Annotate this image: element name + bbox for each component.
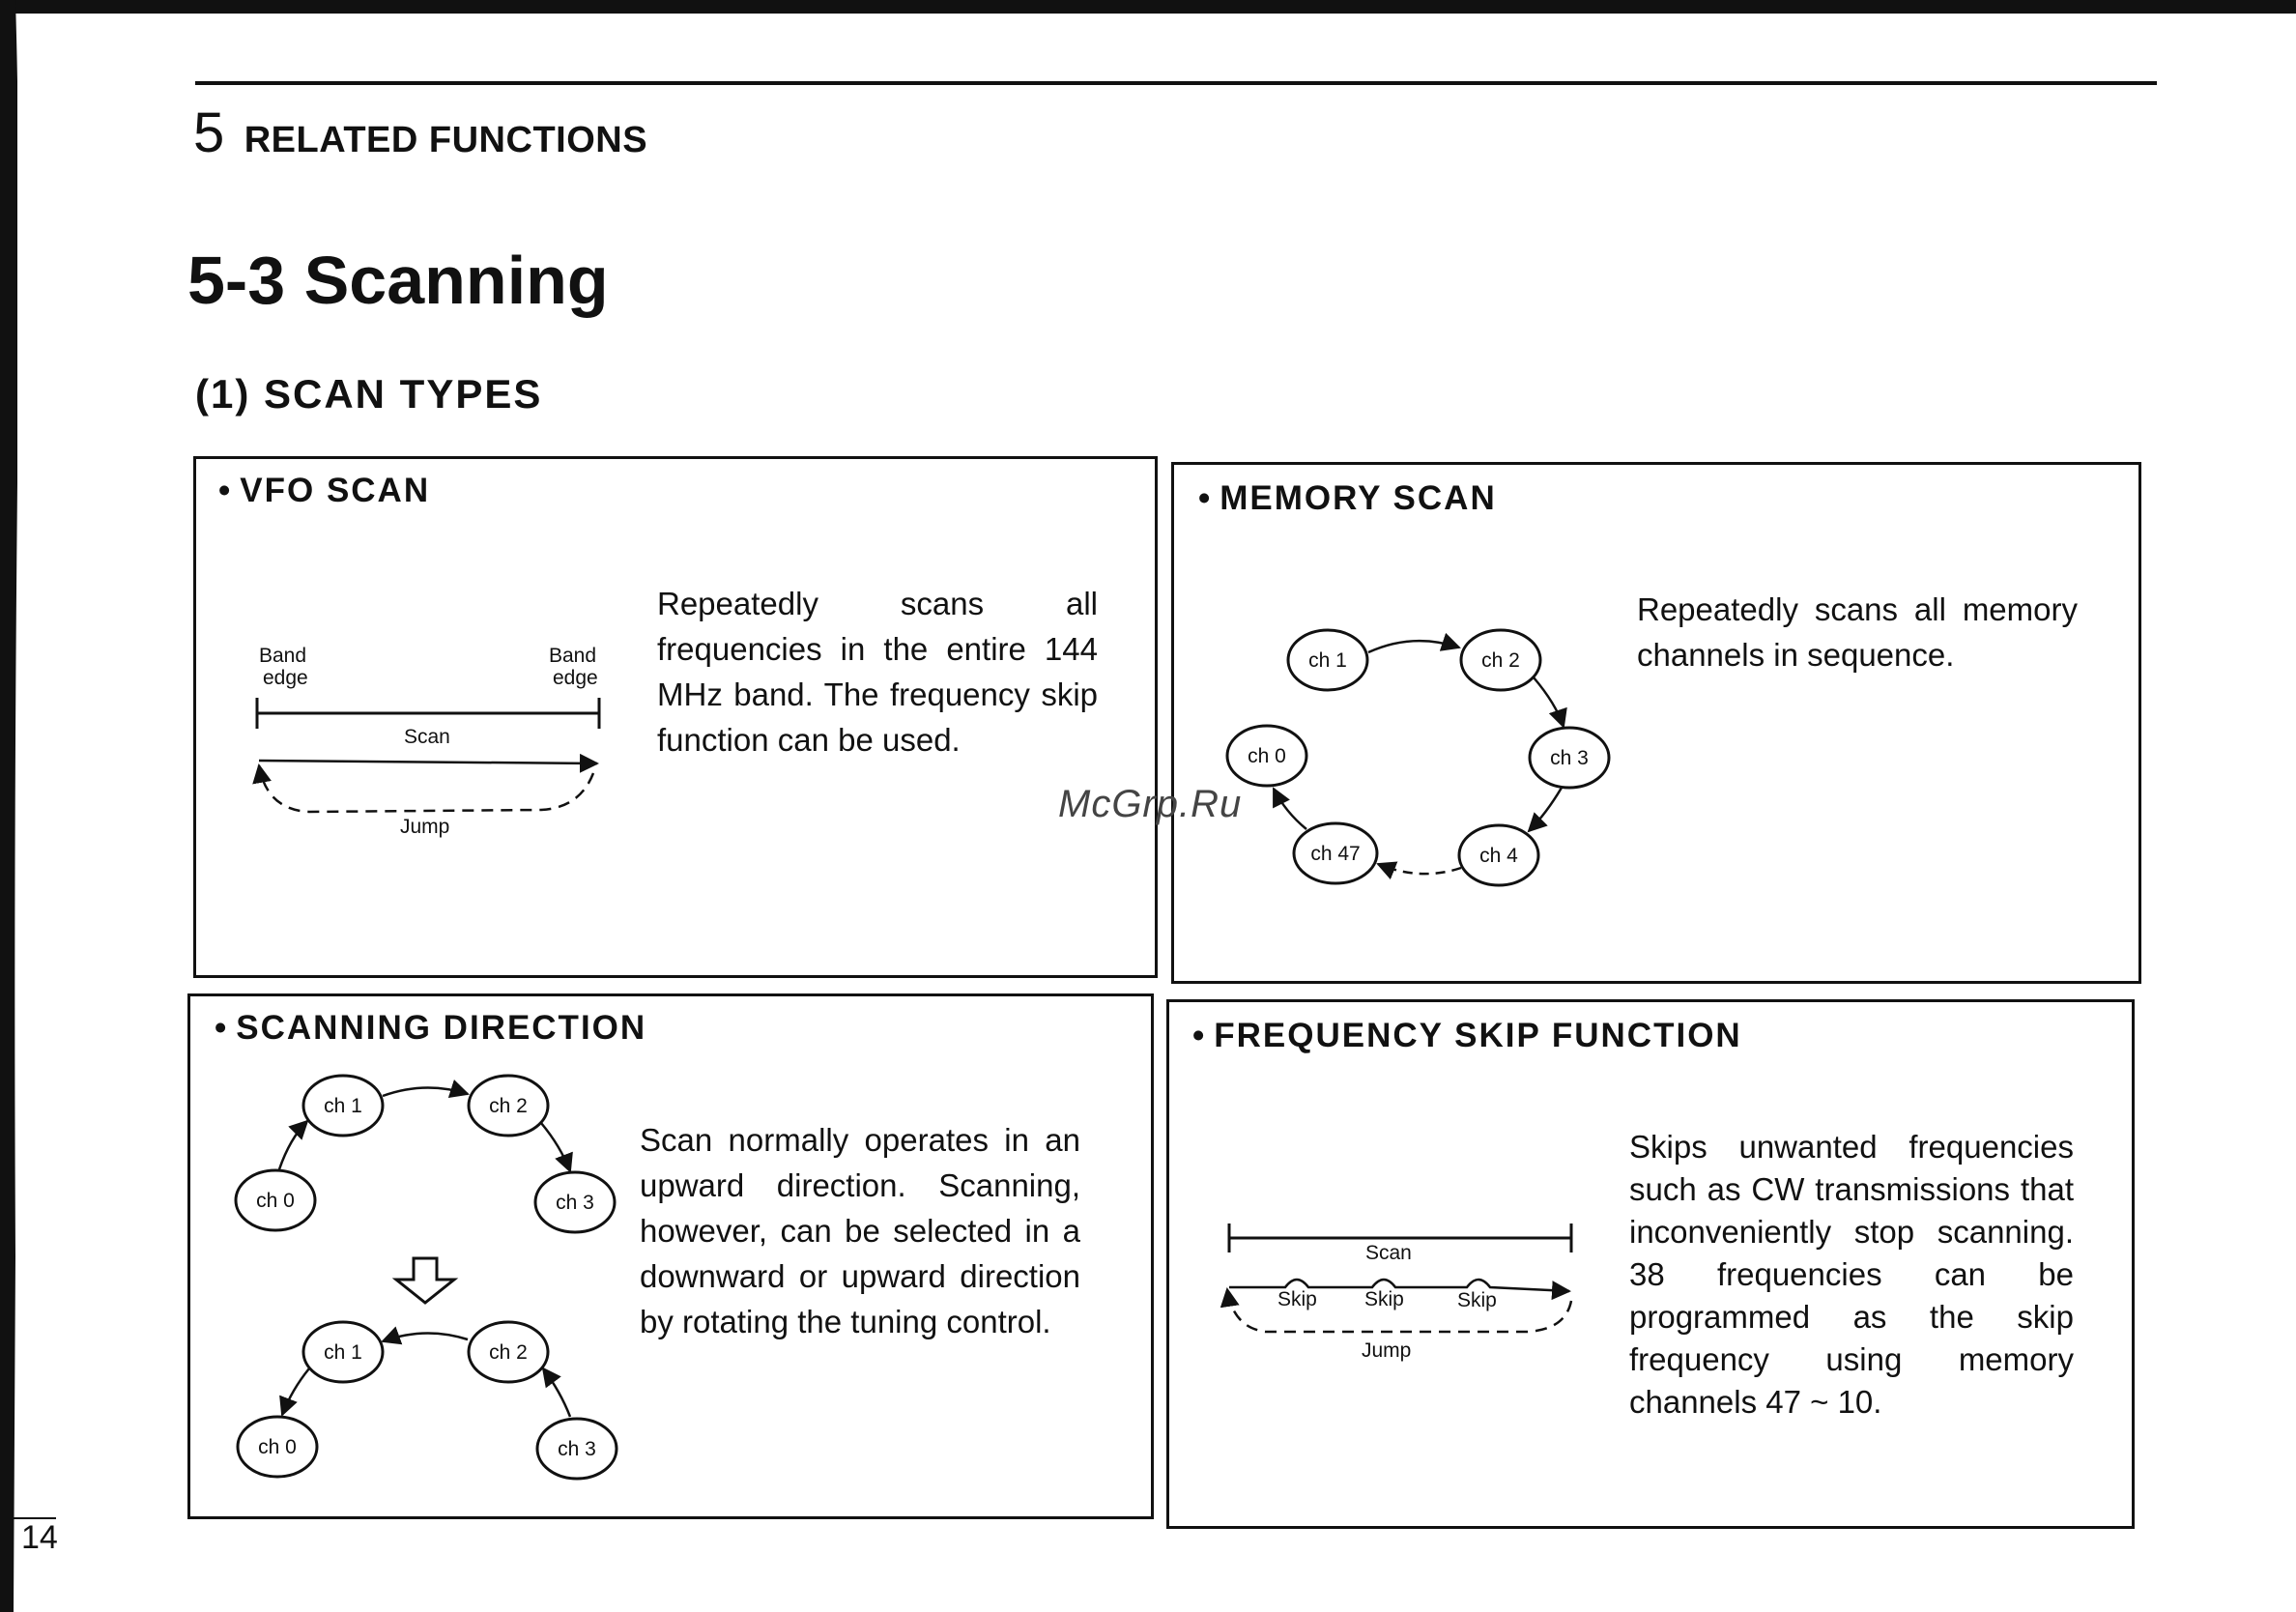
channel-label: ch 0 (258, 1436, 297, 1458)
vfo-scan-title-text: VFO SCAN (240, 472, 431, 509)
channel-label: ch 2 (489, 1341, 528, 1364)
frequency-skip-diagram (1227, 1223, 1571, 1362)
scan-label: Scan (1365, 1242, 1412, 1264)
channel-label: ch 2 (489, 1095, 528, 1117)
scan-arrow (1529, 788, 1562, 831)
vfo-scan-diagram (257, 645, 599, 838)
channel-label: ch 3 (558, 1438, 596, 1460)
scan-arrow (282, 1368, 309, 1415)
bullet: • (1192, 1017, 1207, 1054)
jump-label: Jump (1362, 1339, 1412, 1362)
page-number: 14 (21, 1519, 58, 1556)
channel-label: ch 3 (1550, 747, 1589, 769)
scan-arrow (1368, 641, 1459, 652)
down-arrow-icon (396, 1258, 454, 1303)
vfo-scan-description: Repeatedly scans all frequencies in the entire 144 MHz band. The frequency skip function can be used. (657, 586, 1098, 758)
scan-arrow (543, 1368, 570, 1417)
memory-scan-title-text: MEMORY SCAN (1220, 479, 1497, 517)
channel-label: ch 1 (324, 1095, 362, 1117)
band-edge-left-label: Band (259, 645, 307, 667)
scan-arrow (259, 761, 597, 763)
band-edge-left-label: edge (263, 667, 308, 689)
scanning-direction-title-text: SCANNING DIRECTION (236, 1009, 647, 1047)
skip-label: Skip (1277, 1288, 1317, 1310)
bullet: • (1198, 479, 1213, 517)
memory-scan-diagram (1227, 630, 1609, 885)
chapter-number: 5 (193, 101, 225, 164)
channel-label: ch 1 (1308, 649, 1347, 672)
scan-label: Scan (404, 726, 450, 748)
skip-label: Skip (1364, 1288, 1404, 1310)
scan-arrow (383, 1087, 468, 1096)
bullet: • (218, 472, 233, 509)
channel-label: ch 47 (1310, 843, 1361, 865)
band-edge-right-label: Band (549, 645, 597, 667)
channel-label: ch 0 (256, 1190, 295, 1212)
subsection-title: (1) SCAN TYPES (195, 371, 543, 417)
channel-label: ch 2 (1481, 649, 1520, 672)
watermark: McGrp.Ru (1058, 783, 1243, 825)
channel-label: ch 3 (556, 1192, 594, 1214)
scan-arrow (383, 1333, 468, 1341)
jump-label: Jump (400, 816, 450, 838)
scan-arrow (1534, 677, 1564, 727)
jump-arrow (259, 765, 593, 812)
frequency-skip-description: Skips unwanted frequencies such as CW transmissions that inconveniently stop scanning. 38 frequencies can be programmed as the skip frequency using memory channels 47 ~ 10. (1629, 1129, 2074, 1420)
section-title: 5-3 Scanning (187, 243, 609, 318)
scan-arrow (279, 1121, 307, 1169)
scanning-direction-description: Scan normally operates in an upward direction. Scanning, however, can be selected in a downward or upward direction by rotating the tuning control. (640, 1122, 1080, 1339)
chapter-title: RELATED FUNCTIONS (244, 120, 648, 160)
channel-label: ch 0 (1248, 745, 1286, 767)
band-edge-right-label: edge (553, 667, 598, 689)
jump-arrow (1378, 864, 1461, 874)
scan-arrow (1274, 789, 1306, 829)
scan-direction-up-diagram (236, 1076, 615, 1232)
scan-arrow (541, 1123, 570, 1171)
frequency-skip-title-text: FREQUENCY SKIP FUNCTION (1214, 1017, 1742, 1054)
scan-direction-down-diagram (238, 1322, 617, 1479)
skip-label: Skip (1457, 1289, 1497, 1311)
memory-scan-description: Repeatedly scans all memory channels in sequence. (1637, 591, 2078, 673)
channel-label: ch 4 (1479, 845, 1518, 867)
channel-label: ch 1 (324, 1341, 362, 1364)
bullet: • (215, 1009, 229, 1047)
